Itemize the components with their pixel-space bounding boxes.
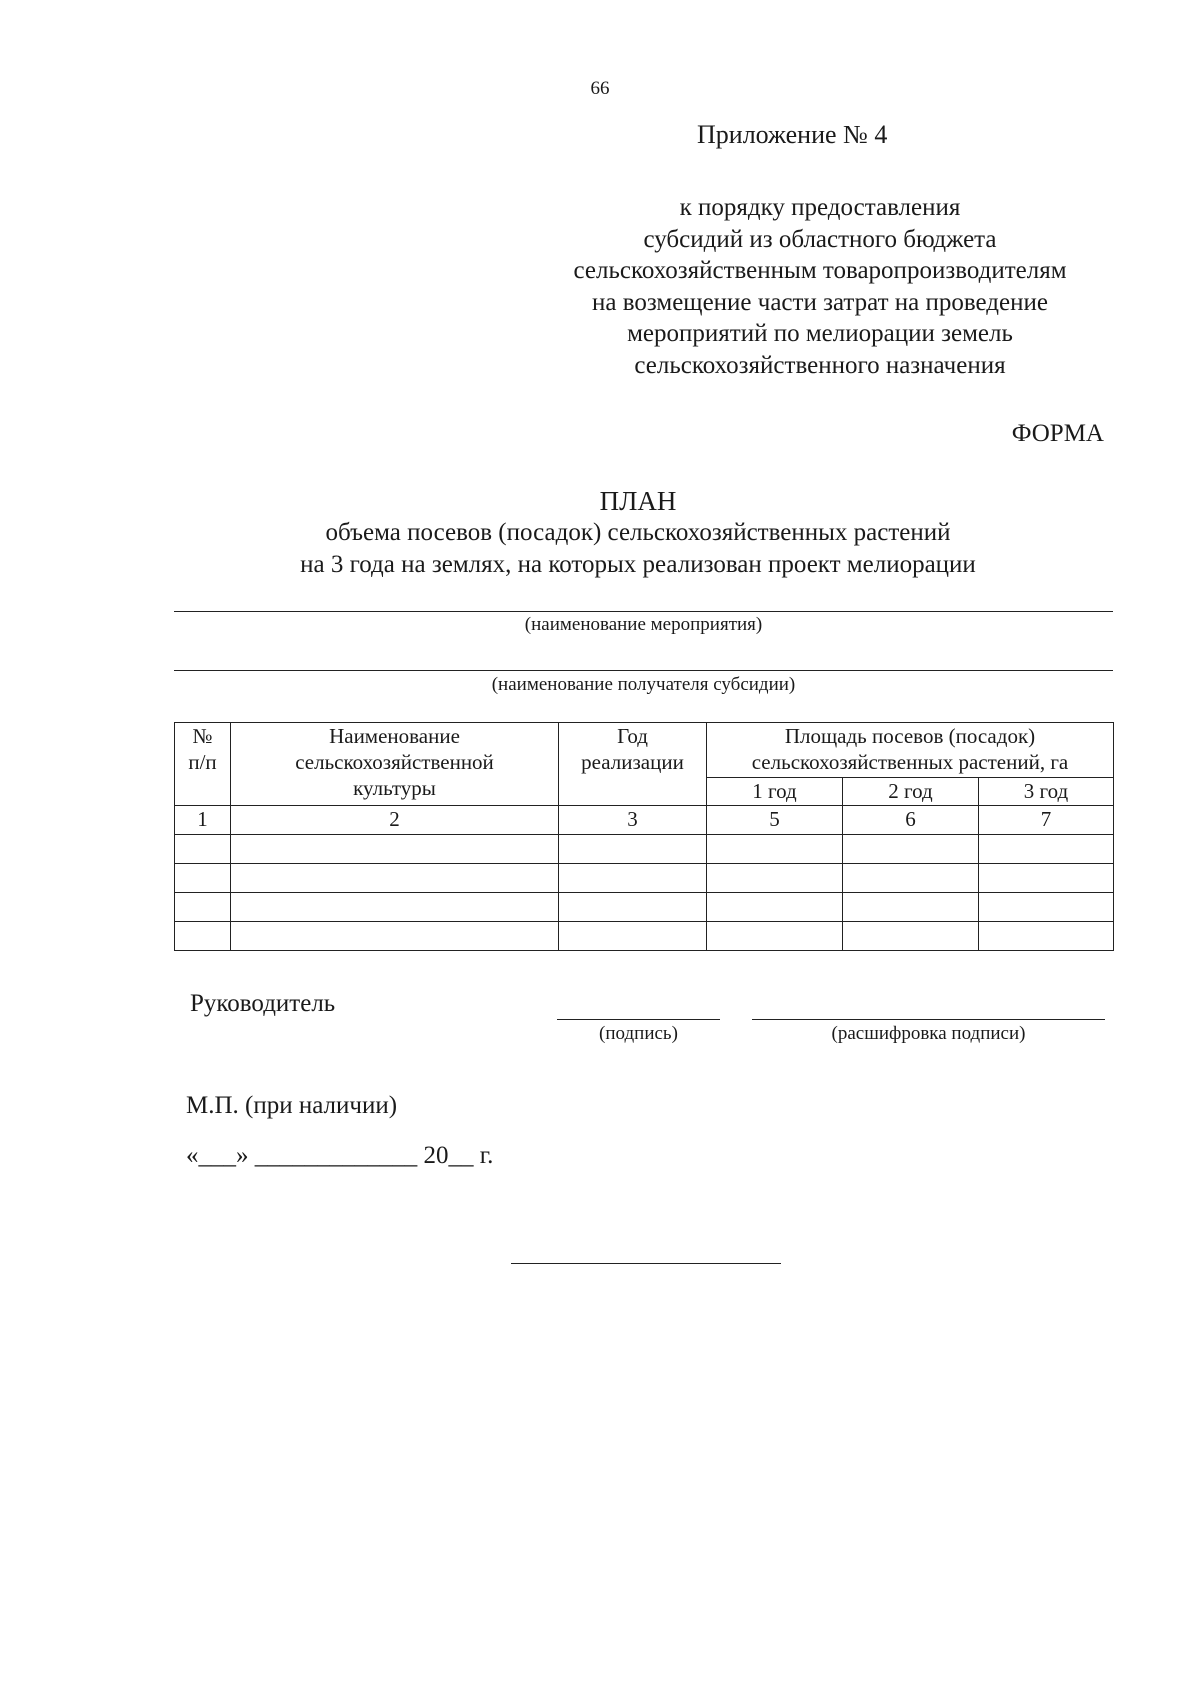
page-number: 66 <box>590 78 610 99</box>
header-crop-name: Наименование сельскохозяйственной культуры <box>231 723 559 806</box>
column-number: 3 <box>559 806 707 835</box>
signer-title: Руководитель <box>190 990 336 1017</box>
table-cell[interactable] <box>559 893 707 922</box>
table-cell[interactable] <box>843 922 979 951</box>
table-cell[interactable] <box>175 922 231 951</box>
table-cell[interactable] <box>231 922 559 951</box>
table-cell[interactable] <box>707 922 843 951</box>
date-line: «___» _____________ 20__ г. <box>186 1142 494 1169</box>
column-number: 2 <box>231 806 559 835</box>
recipient-name-line[interactable] <box>174 670 1113 671</box>
table-cell[interactable] <box>979 922 1114 951</box>
appendix-description-line: сельскохозяйственного назначения <box>634 351 1006 379</box>
form-label: ФОРМА <box>1011 420 1104 447</box>
column-number: 7 <box>979 806 1114 835</box>
recipient-name-caption: (наименование получателя субсидии) <box>491 674 796 695</box>
header-year-3: 3 год <box>979 778 1114 806</box>
plan-subtitle-line: объема посевов (посадок) сельскохозяйственных растений <box>325 519 951 546</box>
header-year-2: 2 год <box>843 778 979 806</box>
activity-name-line[interactable] <box>174 611 1113 612</box>
column-number: 6 <box>843 806 979 835</box>
table-cell[interactable] <box>559 922 707 951</box>
table-row <box>175 835 1114 864</box>
table-cell[interactable] <box>843 864 979 893</box>
table-row <box>175 864 1114 893</box>
plan-table <box>174 722 1114 951</box>
signature-caption: (подпись) <box>599 1023 678 1044</box>
appendix-description <box>510 192 1130 381</box>
table-row <box>175 893 1114 922</box>
activity-name-caption: (наименование мероприятия) <box>524 614 763 635</box>
table-cell[interactable] <box>231 893 559 922</box>
table-cell[interactable] <box>175 864 231 893</box>
table-cell[interactable] <box>843 835 979 864</box>
column-number-row <box>175 806 1114 835</box>
signature-decode-line[interactable] <box>752 1019 1105 1020</box>
plan-subtitle-line: на 3 года на землях, на которых реализован проект мелиорации <box>300 551 976 578</box>
appendix-description-line: мероприятий по мелиорации земель <box>627 320 1013 347</box>
table-cell[interactable] <box>843 893 979 922</box>
column-number: 1 <box>175 806 231 835</box>
plan-title: ПЛАН <box>599 486 677 516</box>
footer-rule <box>511 1263 781 1264</box>
header-year-1: 1 год <box>707 778 843 806</box>
appendix-title: Приложение № 4 <box>697 120 888 149</box>
signature-decode-caption: (расшифровка подписи) <box>831 1023 1026 1044</box>
table-cell[interactable] <box>979 864 1114 893</box>
appendix-description-line: сельскохозяйственным товаропроизводителям <box>573 257 1067 284</box>
plan-subtitle <box>0 517 1200 581</box>
table-cell[interactable] <box>979 835 1114 864</box>
appendix-description-line: субсидий из областного бюджета <box>643 225 997 253</box>
stamp-label: М.П. (при наличии) <box>186 1092 398 1119</box>
header-number: № п/п <box>175 723 231 806</box>
signature-line[interactable] <box>557 1019 720 1020</box>
table-cell[interactable] <box>231 835 559 864</box>
table-cell[interactable] <box>559 864 707 893</box>
table-cell[interactable] <box>707 893 843 922</box>
table-cell[interactable] <box>559 835 707 864</box>
table-cell[interactable] <box>707 864 843 893</box>
table-header-row <box>175 723 1114 778</box>
table-cell[interactable] <box>979 893 1114 922</box>
table-cell[interactable] <box>231 864 559 893</box>
table-cell[interactable] <box>707 835 843 864</box>
appendix-description-line: к порядку предоставления <box>679 194 961 221</box>
table-row <box>175 922 1114 951</box>
table-cell[interactable] <box>175 835 231 864</box>
header-area: Площадь посевов (посадок) сельскохозяйственных растений, га <box>707 723 1114 778</box>
header-year: Год реализации <box>559 723 707 806</box>
appendix-description-line: на возмещение части затрат на проведение <box>592 288 1048 316</box>
column-number: 5 <box>707 806 843 835</box>
table-cell[interactable] <box>175 893 231 922</box>
